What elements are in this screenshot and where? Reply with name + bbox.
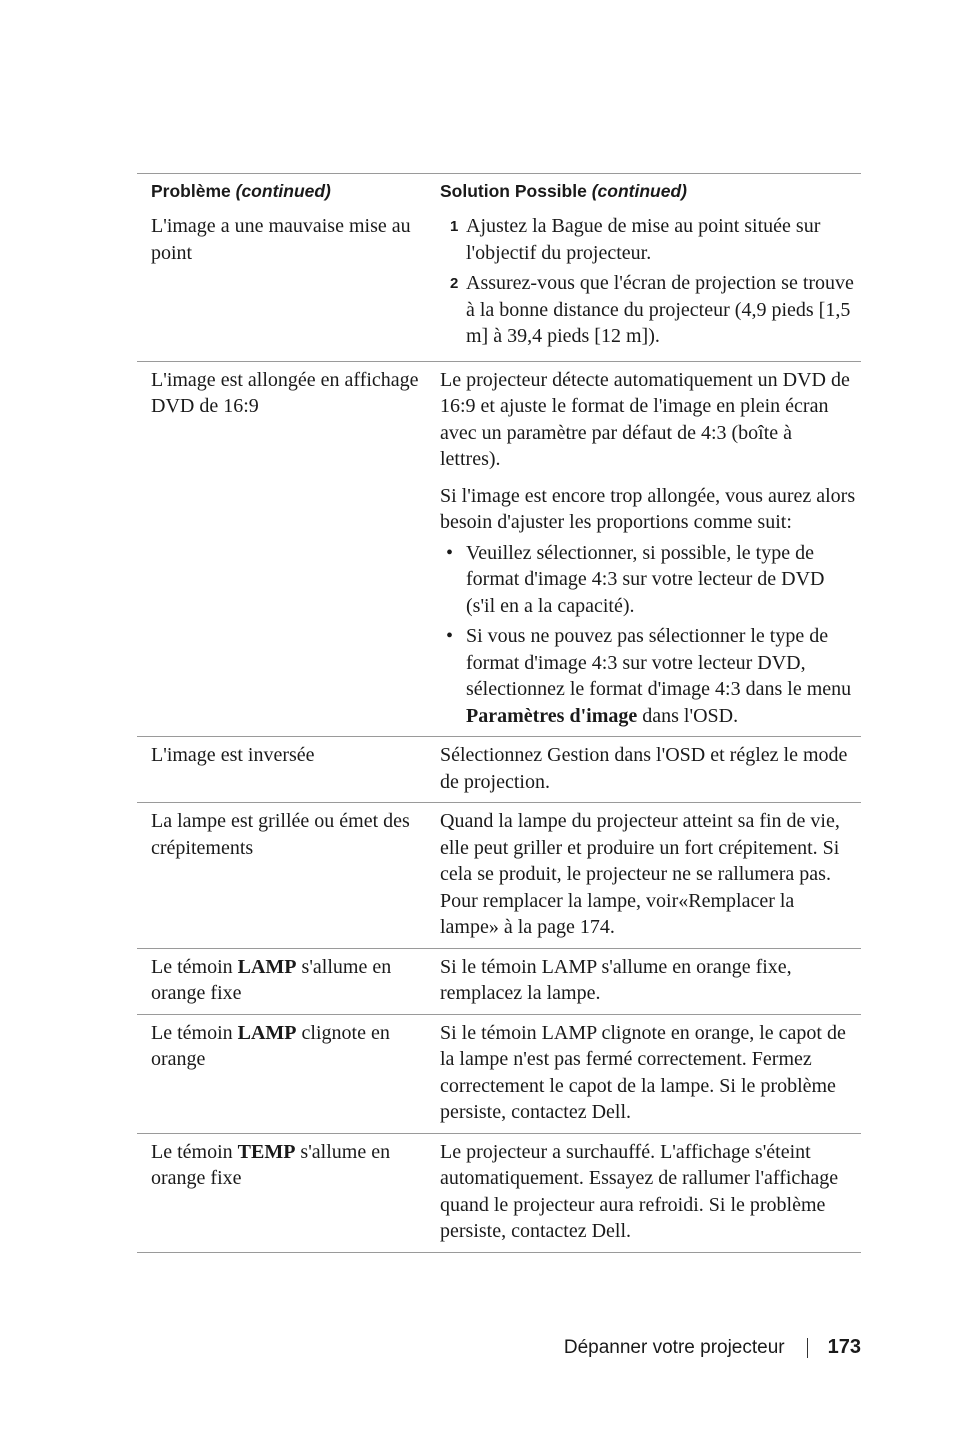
problem-text-end: clignote en orange	[151, 1021, 390, 1070]
page-number: 173	[827, 1336, 861, 1358]
problem-text-end: s'allume en orange fixe	[151, 1140, 391, 1189]
table-row	[137, 803, 861, 949]
problem-cell	[137, 948, 426, 1014]
solution-paragraph: Si l'image est encore trop allongée, vous aurez alors besoin d'ajuster les proportions comme suit:	[440, 484, 856, 533]
numbered-step	[440, 213, 857, 266]
solution-cell: Sélectionnez Gestion dans l'OSD et réglez le mode de projection.	[426, 737, 861, 803]
step-text: Assurez-vous que l'écran de projection se trouve à la bonne distance du projecteur (4,9 pieds [1,5 m] à 39,4 pieds [12 m]).	[466, 272, 854, 347]
bullet-text: Veuillez sélectionner, si possible, le type de format d'image 4:3 sur votre lecteur de DVD (s'il en a la capacité).	[466, 541, 825, 617]
indicator-name: LAMP	[237, 1021, 297, 1044]
header-solution	[426, 174, 861, 209]
bullet-item	[440, 623, 857, 729]
table-header-row	[137, 174, 861, 209]
table-row	[137, 1014, 861, 1133]
step-number: 2	[450, 275, 459, 292]
problem-text-end: s'allume en orange fixe	[151, 955, 392, 1004]
footer-divider	[807, 1338, 808, 1358]
header-problem-label: Problème	[151, 181, 231, 201]
problem-cell	[137, 1133, 426, 1252]
problem-text: Le témoin	[151, 955, 238, 978]
solution-cell	[426, 361, 861, 737]
problem-cell: L'image a une mauvaise mise au point	[137, 208, 426, 361]
header-problem	[137, 174, 426, 209]
numbered-step	[440, 270, 857, 350]
bullet-item	[440, 540, 857, 620]
header-solution-continued: (continued)	[591, 181, 687, 201]
solution-cell: Le projecteur a surchauffé. L'affichage s'éteint automatiquement. Essayez de rallumer l'affichage quand le projecteur aura refroidi. Si le problème persiste, contactez Dell.	[426, 1133, 861, 1252]
solution-cell: Quand la lampe du projecteur atteint sa fin de vie, elle peut griller et produire un fort crépitement. Si cela se produit, le projecteur ne se rallumera pas. Pour remplacer la lampe, voir«Remplacer la lampe» à la page 174.	[426, 803, 861, 949]
table-row	[137, 737, 861, 803]
indicator-name: TEMP	[237, 1140, 296, 1163]
solution-cell: Si le témoin LAMP s'allume en orange fixe, remplacez la lampe.	[426, 948, 861, 1014]
page-footer	[564, 1336, 861, 1359]
problem-cell: L'image est allongée en affichage DVD de 16:9	[137, 361, 426, 737]
bullet-icon: •	[446, 625, 454, 647]
solution-cell	[426, 208, 861, 361]
table-row	[137, 948, 861, 1014]
bullet-text-end: dans l'OSD.	[637, 704, 739, 727]
table-row	[137, 1133, 861, 1252]
table-row	[137, 208, 861, 361]
problem-cell: La lampe est grillée ou émet des crépitements	[137, 803, 426, 949]
problem-text: Le témoin	[151, 1140, 238, 1163]
problem-cell	[137, 1014, 426, 1133]
header-problem-continued: (continued)	[235, 181, 331, 201]
solution-cell: Si le témoin LAMP clignote en orange, le capot de la lampe n'est pas fermé correctement. Fermez correctement le capot de la lampe. Si le problème persiste, contactez Dell.	[426, 1014, 861, 1133]
footer-section-title: Dépanner votre projecteur	[563, 1336, 785, 1358]
troubleshooting-table	[137, 173, 861, 1253]
solution-paragraph: Le projecteur détecte automatiquement un DVD de 16:9 et ajuste le format de l'image en plein écran avec un paramètre par défaut de 4:3 (boîte à lettres).	[440, 368, 850, 470]
step-number: 1	[450, 218, 459, 235]
header-solution-label: Solution Possible	[440, 181, 587, 201]
problem-cell: L'image est inversée	[137, 737, 426, 803]
menu-name: Paramètres d'image	[466, 704, 638, 727]
problem-text: Le témoin	[151, 1021, 238, 1044]
bullet-icon: •	[446, 541, 454, 564]
table-row	[137, 361, 861, 737]
indicator-name: LAMP	[237, 955, 297, 978]
step-text: Ajustez la Bague de mise au point située sur l'objectif du projecteur.	[466, 215, 821, 264]
bullet-text: Si vous ne pouvez pas sélectionner le type de format d'image 4:3 sur votre lecteur DVD, sélectionnez le format d'image 4:3 dans le menu	[466, 625, 852, 700]
